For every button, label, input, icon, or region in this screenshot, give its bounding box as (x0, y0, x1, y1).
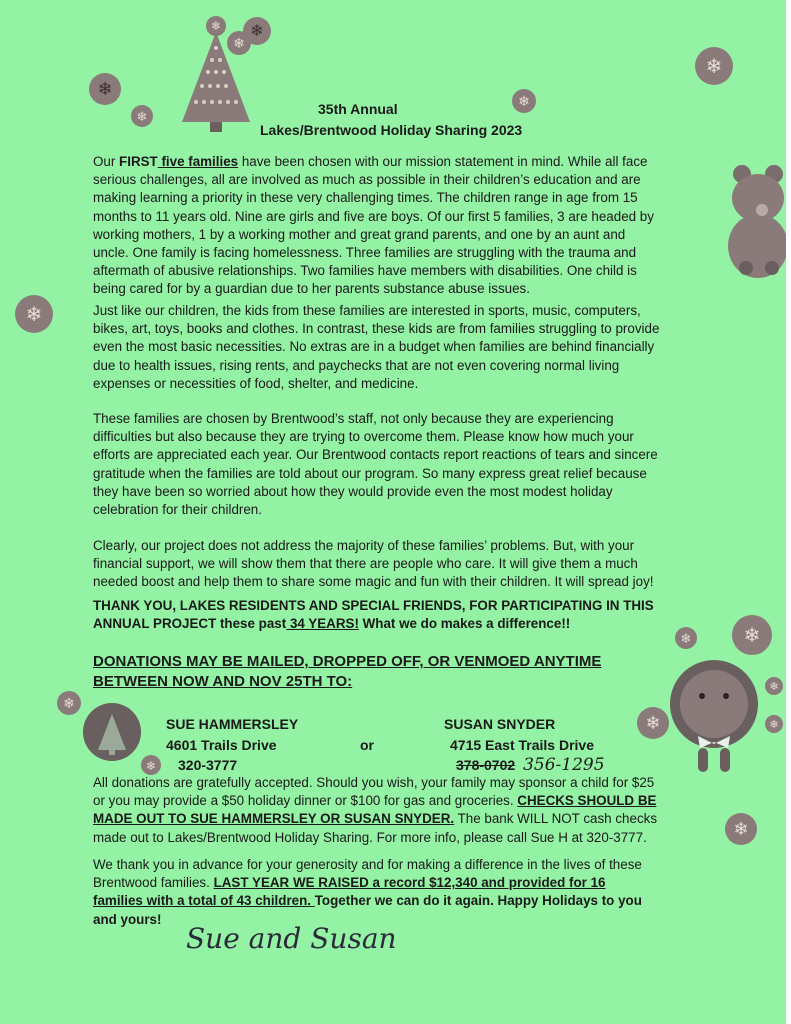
paragraph-line: These families are chosen by Brentwood’s staff, not only because they are experiencing (93, 411, 614, 426)
text-fragment: The bank WILL NOT cash checks (454, 811, 658, 827)
handwritten-signature: Sue and Susan (186, 922, 397, 955)
paragraph-line: aftermath of abusive relationships. Two families have members with disabilities. One child is (93, 263, 637, 279)
text-fragment: Our (93, 154, 120, 169)
paragraph-line: serious challenges, all are involved as much as possible in their children’s education and are (93, 172, 641, 188)
paragraph-line (93, 792, 733, 810)
svg-text:❄: ❄ (733, 819, 749, 839)
paragraph-line: Clearly, our project does not address the majority of these families’ problems. But, with your (93, 538, 635, 553)
paragraph-line: We thank you in advance for your generosity and for making a difference in the lives of these (93, 857, 642, 872)
paragraph-support (93, 537, 708, 592)
paragraph-needs (93, 302, 708, 393)
text-fragment: or you may provide a $50 holiday dinner or $100 for gas and groceries. (93, 793, 518, 809)
emphasis-raised: families with a total of 43 children. (93, 893, 315, 909)
page-title-line1: 35th Annual (318, 101, 398, 117)
paragraph-line: working mothers, 1 by a working mother and great grand parents, and one by an aunt and (93, 226, 626, 242)
snowflake-ornament-icon (511, 88, 537, 114)
paragraph-line: bikes, art, toys, books and clothes. In contrast, these kids are from families struggling to provide (93, 321, 660, 337)
text-fragment: Brentwood families. (93, 875, 214, 891)
contact-left-phone: 320-3777 (178, 757, 238, 773)
paragraph-line (93, 892, 733, 910)
emphasis-first: FIRST (119, 154, 158, 169)
svg-text:❄: ❄ (63, 695, 75, 711)
snowflake-ornament-icon (694, 46, 734, 86)
svg-text:❄: ❄ (680, 631, 692, 646)
paragraph-families (93, 153, 708, 299)
christmas-tree-ornament-icon (82, 702, 142, 762)
snowflake-ornament-icon (731, 614, 773, 656)
contact-or: or (360, 737, 374, 753)
emphasis-checks: MADE OUT TO SUE HAMMERSLEY OR SUSAN SNYDER. (93, 811, 455, 827)
wreath-bear-icon (668, 652, 760, 776)
paragraph-line: and yours! (93, 911, 162, 927)
snowflake-ornament-icon (130, 104, 154, 128)
paragraph-line: THANK YOU, LAKES RESIDENTS AND SPECIAL FRIENDS, FOR PARTICIPATING IN THIS (93, 598, 654, 613)
snowflake-ornament-icon (14, 294, 54, 334)
text-fragment: ANNUAL PROJECT these past (93, 616, 287, 632)
svg-text:❄: ❄ (769, 719, 779, 731)
svg-text:❄: ❄ (97, 79, 113, 99)
heading-line: BETWEEN NOW AND NOV 25TH TO: (93, 673, 353, 690)
svg-text:❄: ❄ (145, 759, 157, 773)
emphasis-five-families: five families (157, 154, 239, 169)
svg-text:❄: ❄ (136, 109, 148, 124)
svg-text:❄: ❄ (705, 56, 723, 78)
contact-right-name: SUSAN SNYDER (444, 716, 556, 732)
paragraph-line (93, 874, 733, 892)
paragraph-line: being cared for by a guardian due to her parents substance abuse issues. (93, 281, 530, 297)
contact-right-phone (456, 755, 605, 775)
paragraph-line: financial support, we will show them that there are people who care. It will give them a much (93, 556, 638, 572)
contact-left-street: 4601 Trails Drive (166, 737, 277, 753)
snowflake-ornament-icon (56, 690, 82, 716)
paragraph-line: made out to Lakes/Brentwood Holiday Sharing. For more info, please call Sue H at 320-3777. (93, 829, 647, 845)
phone-crossed-out: 378-0702 (456, 757, 516, 773)
paragraph-line: months to 11 years old. Nine are girls and five are boys. Of our first 5 families, 3 are headed by (93, 208, 654, 224)
teddy-bear-icon (722, 164, 786, 280)
donations-heading (93, 652, 601, 692)
phone-handwritten: 356-1295 (523, 755, 605, 775)
emphasis-years: 34 YEARS! (286, 616, 359, 632)
svg-text:❄: ❄ (210, 19, 222, 33)
snowflake-ornament-icon (764, 676, 784, 696)
paragraph-donations (93, 774, 733, 847)
svg-text:❄: ❄ (233, 35, 245, 51)
paragraph-line: they have been so worried about how they would provide even the most modest holiday (93, 483, 613, 499)
text-fragment: What we do makes a difference!! (358, 616, 571, 632)
heading-line: DONATIONS MAY BE MAILED, DROPPED OFF, OR VENMOED ANYTIME (93, 653, 602, 670)
snowflake-ornament-icon (88, 72, 122, 106)
thank-you-statement (93, 597, 708, 633)
paragraph-line: due to health issues, rising rents, and paychecks that are not even covering normal living (93, 357, 620, 373)
paragraph-selection (93, 410, 708, 519)
paragraph-closing (93, 856, 733, 929)
emphasis-checks: CHECKS SHOULD BE (517, 793, 657, 809)
paragraph-line: needed boost and help them to share some magic and fun with their children. It will spread joy! (93, 574, 654, 590)
emphasis-raised: LAST YEAR WE RAISED a record $12,340 and provided for 16 (213, 875, 606, 891)
paragraph-line: uncle. One family is facing homelessness. Three families are struggling with the trauma and (93, 245, 637, 261)
snowflake-ornament-icon (140, 754, 162, 776)
snowflake-ornament-icon (764, 714, 784, 734)
svg-text:❄: ❄ (518, 93, 530, 109)
snowflake-ornament-icon (636, 706, 670, 740)
paragraph-line (93, 615, 708, 633)
text-fragment: have been chosen with our mission statement in mind. While all face (238, 154, 648, 169)
paragraph-line: even the most basic necessities. No extras are in a budget when families are behind financially (93, 339, 655, 355)
text-fragment: Together we can do it again. Happy Holidays to you (314, 893, 642, 909)
contact-left-name: SUE HAMMERSLEY (166, 716, 299, 732)
paragraph-line (93, 153, 708, 171)
svg-text:❄: ❄ (250, 23, 264, 40)
snowflake-ornament-icon (242, 16, 272, 46)
svg-text:❄: ❄ (769, 681, 779, 693)
snowflake-ornament-icon (674, 626, 698, 650)
paragraph-line: expenses or necessities of food, shelter, and medicine. (93, 375, 419, 391)
paragraph-line: difficulties but also because they are trying to overcome them. Please know how much your (93, 429, 634, 445)
paragraph-line (93, 810, 733, 828)
paragraph-line: Just like our children, the kids from these families are interested in sports, music, computers, (93, 303, 641, 318)
paragraph-line: All donations are gratefully accepted. Should you wish, your family may sponsor a child for $25 (93, 775, 655, 790)
paragraph-line: efforts are appreciated each year. Our Brentwood contacts report reactions of tears and sincere (93, 447, 658, 463)
contact-right-street: 4715 East Trails Drive (450, 737, 594, 753)
paragraph-line: gratitude when the families are told about our program. So many express great relief because (93, 465, 647, 481)
paragraph-line: celebration for their children. (93, 502, 262, 518)
svg-text:❄: ❄ (25, 304, 43, 326)
paragraph-line: making learning a priority in these very challenging times. The children range in age from 15 (93, 190, 638, 206)
svg-text:❄: ❄ (743, 625, 761, 647)
svg-text:❄: ❄ (645, 713, 661, 733)
page-title-line2: Lakes/Brentwood Holiday Sharing 2023 (260, 122, 523, 138)
